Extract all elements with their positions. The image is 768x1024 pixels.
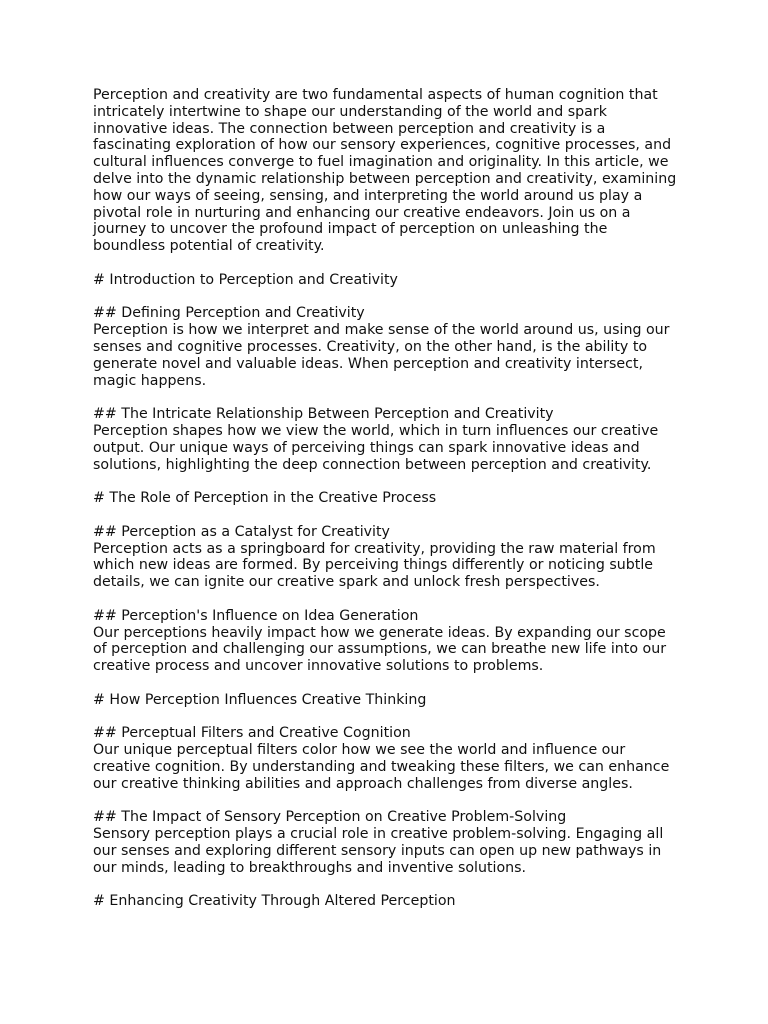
document-page (93, 87, 683, 927)
subheading-filters: ## Perceptual Filters and Creative Cognition (93, 725, 411, 742)
paragraph-idea-generation: Our perceptions heavily impact how we generate ideas. By expanding our scope of perception and challenging our assumptions, we can breathe new life into our creative process and uncover innovative solutions to problems. (93, 624, 667, 675)
section-how (93, 692, 683, 709)
section-catalyst (93, 524, 683, 591)
intro-section (93, 87, 683, 255)
heading-role: # The Role of Perception in the Creative Process (93, 490, 437, 507)
section-role (93, 490, 683, 507)
heading-enhancing: # Enhancing Creativity Through Altered Perception (93, 893, 456, 910)
paragraph-relationship: Perception shapes how we view the world, which in turn influences our creative output. Our unique ways of perceiving things can spark innovative ideas and solutions, highlighting the deep connection between perception and creativity. (93, 422, 659, 473)
section-introduction (93, 272, 683, 289)
heading-introduction: # Introduction to Perception and Creativity (93, 271, 398, 288)
section-defining (93, 305, 683, 389)
subheading-catalyst: ## Perception as a Catalyst for Creativity (93, 523, 390, 540)
paragraph-sensory: Sensory perception plays a crucial role in creative problem-solving. Engaging all our senses and exploring different sensory inputs can open up new pathways in our minds, leading to breakthroughs and inventive solutions. (93, 826, 664, 876)
section-idea-generation (93, 608, 683, 675)
heading-how: # How Perception Influences Creative Thinking (93, 691, 427, 708)
paragraph-catalyst: Perception acts as a springboard for creativity, providing the raw material from which new ideas are formed. By perceiving things differently or noticing subtle details, we can ignite our creative spark and unlock fresh perspectives. (93, 540, 656, 591)
section-filters (93, 725, 683, 792)
section-relationship (93, 406, 683, 473)
paragraph-defining: Perception is how we interpret and make sense of the world around us, using our senses and cognitive processes. Creativity, on the other hand, is the ability to generate novel and valuable ideas. When perception and creativity intersect, magic happens. (93, 322, 670, 389)
subheading-sensory: ## The Impact of Sensory Perception on Creative Problem-Solving (93, 809, 567, 826)
subheading-defining: ## Defining Perception and Creativity (93, 305, 365, 322)
section-sensory (93, 809, 683, 876)
section-enhancing (93, 893, 683, 910)
subheading-idea-generation: ## Perception's Influence on Idea Generation (93, 607, 419, 624)
intro-paragraph: Perception and creativity are two fundamental aspects of human cognition that intricately intertwine to shape our understanding of the world and spark innovative ideas. The connection between perception and creativity is a fascinating exploration of how our sensory experiences, cognitive processes, and cultural influences converge to fuel imagination and originality. In this article, we delve into the dynamic relationship between perception and creativity, examining how our ways of seeing, sensing, and interpreting the world around us play a pivotal role in nurturing and enhancing our creative endeavors. Join us on a journey to uncover the profound impact of perception on unleashing the boundless potential of creativity. (93, 87, 677, 255)
subheading-relationship: ## The Intricate Relationship Between Perception and Creativity (93, 406, 554, 423)
paragraph-filters: Our unique perceptual filters color how we see the world and influence our creative cognition. By understanding and tweaking these filters, we can enhance our creative thinking abilities and approach challenges from diverse angles. (93, 742, 670, 792)
